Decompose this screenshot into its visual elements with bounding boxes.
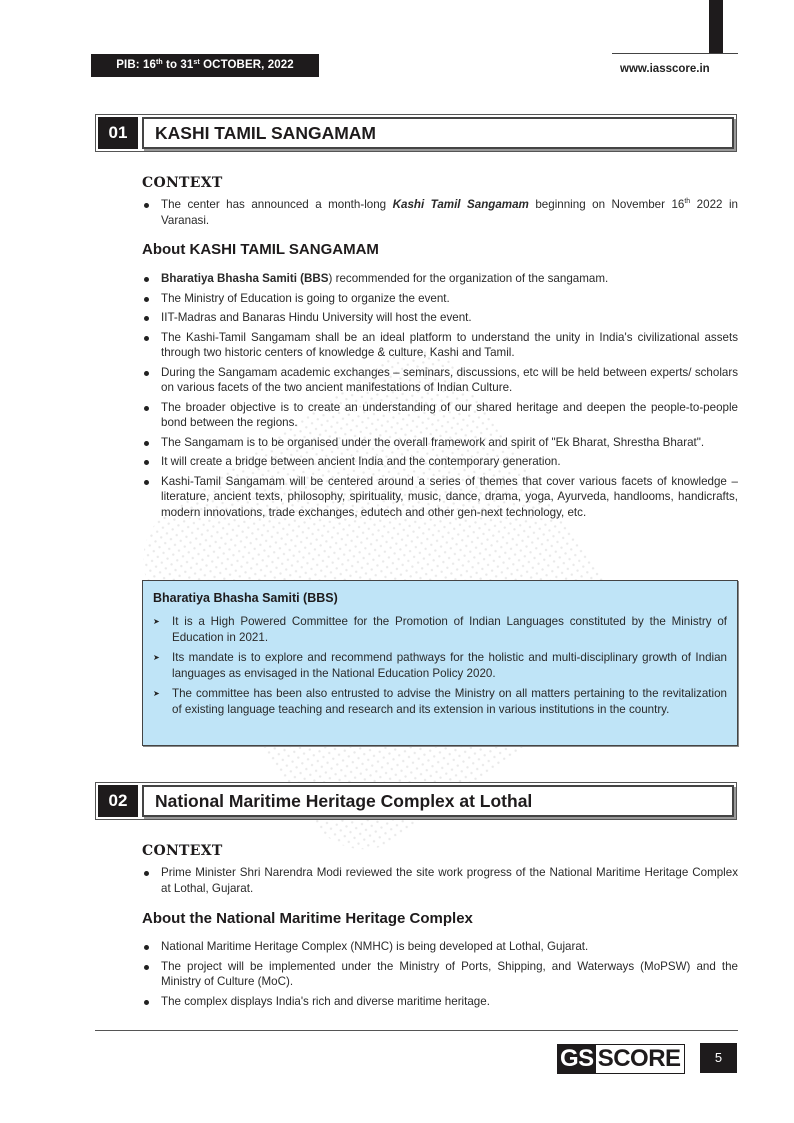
list-item: Kashi-Tamil Sangamam will be centered around a series of themes that cover various facets of knowledge – literature, ancient texts, philosophy, spirituality, music, dance, drama, yoga, Ayurveda, handlooms, handicrafts, modern innovations, trade exchanges, edutech and other gen-next technology, etc. (142, 474, 738, 521)
list-item: The complex displays India's rich and diverse maritime heritage. (142, 994, 738, 1010)
section-title-box (142, 785, 734, 817)
list-item: National Maritime Heritage Complex (NMHC) is being developed at Lothal, Gujarat. (142, 939, 738, 955)
issue-month-year: OCTOBER, 2022 (199, 59, 294, 71)
logo-gs: GS (560, 1045, 594, 1072)
text: beginning on November 16 (528, 198, 685, 211)
issue-badge (91, 54, 319, 77)
text: 2022 in Varanasi. (161, 198, 738, 227)
bbs-infobox (142, 580, 738, 746)
list-item: During the Sangamam academic exchanges – seminars, discussions, etc will be held between experts/ scholars on various facets of the two ancient manifestations of Indian Culture. (142, 365, 738, 396)
list-item: The Kashi-Tamil Sangamam shall be an ideal platform to understand the unity in India's civilizational assets through two historic centers of knowledge & culture, Kashi and Tamil. (142, 330, 738, 361)
infobox-title: Bharatiya Bhasha Samiti (BBS) (153, 591, 338, 605)
issue-date-start: PIB: 16 (116, 59, 156, 71)
section-01-context (142, 175, 738, 232)
bbs-name: Bharatiya Bhasha Samiti (BBS (161, 272, 329, 285)
about-list (142, 271, 738, 520)
context-list (142, 197, 738, 228)
list-item: It will create a bridge between ancient India and the contemporary generation. (142, 454, 738, 470)
about-heading: About the National Maritime Heritage Complex (142, 910, 473, 927)
event-name: Kashi Tamil Sangamam (392, 198, 529, 211)
list-item: The Ministry of Education is going to organize the event. (142, 291, 738, 307)
list-item (142, 271, 738, 287)
infobox-list (153, 614, 727, 717)
page-number: 5 (700, 1043, 737, 1073)
list-item: The broader objective is to create an understanding of our shared heritage and deepen the people-to-people bond between the regions. (142, 400, 738, 431)
list-item: IIT-Madras and Banaras Hindu University will host the event. (142, 310, 738, 326)
section-title: KASHI TAMIL SANGAMAM (155, 123, 377, 143)
logo-score: SCORE (596, 1045, 684, 1073)
gsscore-logo (557, 1044, 685, 1074)
header-rule (612, 53, 738, 54)
section-number: 02 (98, 785, 138, 817)
issue-date-end: to 31 (162, 59, 194, 71)
list-item: ➤ The committee has been also entrusted to advise the Ministry on all matters pertaining to the revitalization of existing language teaching and research and its extension in various institutions in the country. (153, 686, 727, 717)
section-01-about (142, 241, 738, 524)
section-header-01 (95, 114, 737, 152)
list-item: The Sangamam is to be organised under the overall framework and spirit of "Ek Bharat, Shrestha Bharat". (142, 435, 738, 451)
website-link[interactable]: www.iasscore.in (620, 63, 710, 75)
header-decor-bar (709, 0, 723, 54)
context-list (142, 865, 738, 896)
ordinal-suffix: st (193, 59, 200, 66)
context-heading: CONTEXT (142, 843, 223, 859)
section-number: 01 (98, 117, 138, 149)
ordinal-suffix: th (155, 59, 163, 66)
list-item: ➤ Its mandate is to explore and recommend pathways for the holistic and multi-disciplinary growth of Indian languages as envisaged in the National Education Policy 2020. (153, 650, 727, 681)
about-heading: About KASHI TAMIL SANGAMAM (142, 241, 379, 258)
section-title-box (142, 117, 734, 149)
about-list (142, 939, 738, 1009)
section-02-context (142, 843, 738, 900)
footer-rule (95, 1030, 738, 1031)
list-item (142, 197, 738, 228)
text: ) recommended for the organization of the sangamam. (328, 272, 609, 285)
context-heading: CONTEXT (142, 175, 223, 191)
list-item: The project will be implemented under the Ministry of Ports, Shipping, and Waterways (MoPSW) and the Ministry of Culture (MoC). (142, 959, 738, 990)
section-header-02 (95, 782, 737, 820)
list-item: ➤ It is a High Powered Committee for the Promotion of Indian Languages constituted by the Ministry of Education in 2021. (153, 614, 727, 645)
text: The center has announced a month-long (161, 198, 393, 211)
ordinal-suffix: th (684, 198, 691, 205)
list-item: Prime Minister Shri Narendra Modi reviewed the site work progress of the National Maritime Heritage Complex at Lothal, Gujarat. (142, 865, 738, 896)
section-title: National Maritime Heritage Complex at Lothal (155, 791, 533, 811)
section-02-about (142, 910, 738, 1013)
